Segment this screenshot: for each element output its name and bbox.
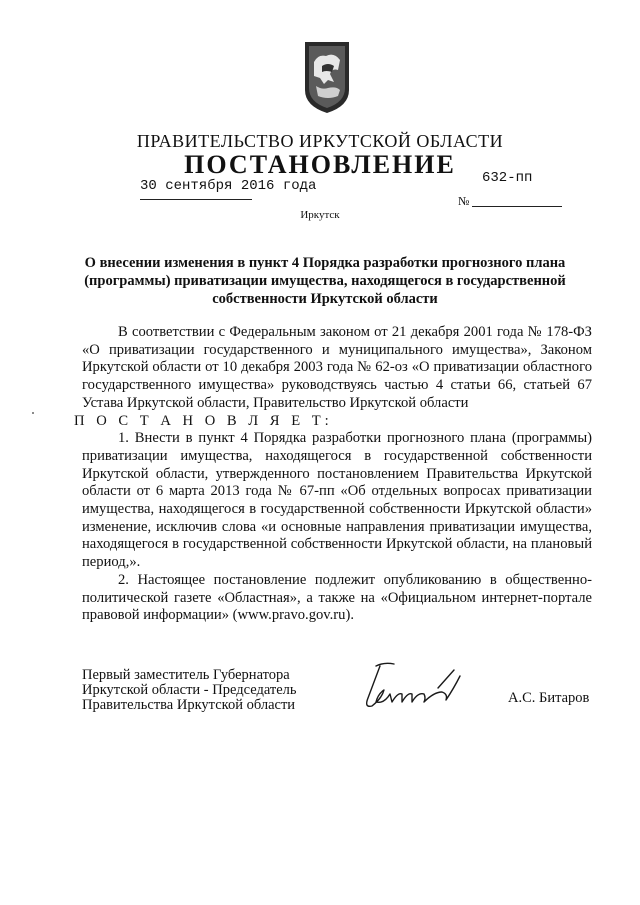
signatory-name: А.С. Битаров <box>508 690 590 706</box>
scan-speck <box>32 412 34 414</box>
government-name: ПРАВИТЕЛЬСТВО ИРКУТСКОЙ ОБЛАСТИ <box>136 131 504 151</box>
signatory-position <box>82 668 297 713</box>
position-line-3: Правительства Иркутской области <box>82 697 296 713</box>
document-type: ПОСТАНОВЛЕНИЕ <box>184 150 456 179</box>
item-2-paragraph: 2. Настоящее постановление подлежит опубликованию в общественно-политической газете «Областная», а также на «Официальном интернет-портале правовой информации» (www.pravo.gov.ru). <box>82 571 592 624</box>
document-number: 632-пп <box>482 170 533 186</box>
position-line-1: Первый заместитель Губернатора <box>82 667 290 683</box>
position-line-2: Иркутской области - Председатель <box>82 682 297 698</box>
preamble-paragraph: В соответствии с Федеральным законом от 21 декабря 2001 года № 178-ФЗ «О приватизации государственного и муниципального имущества», Законом Иркутской области от 10 декабря 2003 года № 62-оз «О приватизации областного государственного имущества» руководствуясь частью 4 статьи 66, статьей 67 Устава Иркутской области, Правительство Иркутской области <box>82 324 592 411</box>
number-sign: № <box>458 194 470 208</box>
document-date: 30 сентября 2016 года <box>140 178 317 194</box>
handwritten-signature <box>354 658 466 716</box>
resolves-heading: П О С Т А Н О В Л Я Е Т: <box>74 412 333 429</box>
number-underline <box>472 206 562 207</box>
date-underline <box>140 199 252 200</box>
coat-of-arms-emblem <box>304 40 350 114</box>
document-title: О внесении изменения в пункт 4 Порядка разработки прогнозного плана (программы) приватизации имущества, находящегося в государственной собственности Иркутской области <box>84 255 566 307</box>
item-1-paragraph: 1. Внести в пункт 4 Порядка разработки прогнозного плана (программы) приватизации имущества, находящегося в государственной собственности Иркутской области, утвержденного постановлением Правительства Иркутской области от 6 марта 2013 года № 67-пп «Об отдельных вопросах приватизации имущества, находящегося в государственной собственности Иркутской области» изменение, исключив слова «и основные направления приватизации имущества, находящегося в государственной собственности Иркутской области, на плановый период,». <box>82 430 592 571</box>
city-name: Иркутск <box>300 209 340 221</box>
document-body <box>74 324 592 625</box>
